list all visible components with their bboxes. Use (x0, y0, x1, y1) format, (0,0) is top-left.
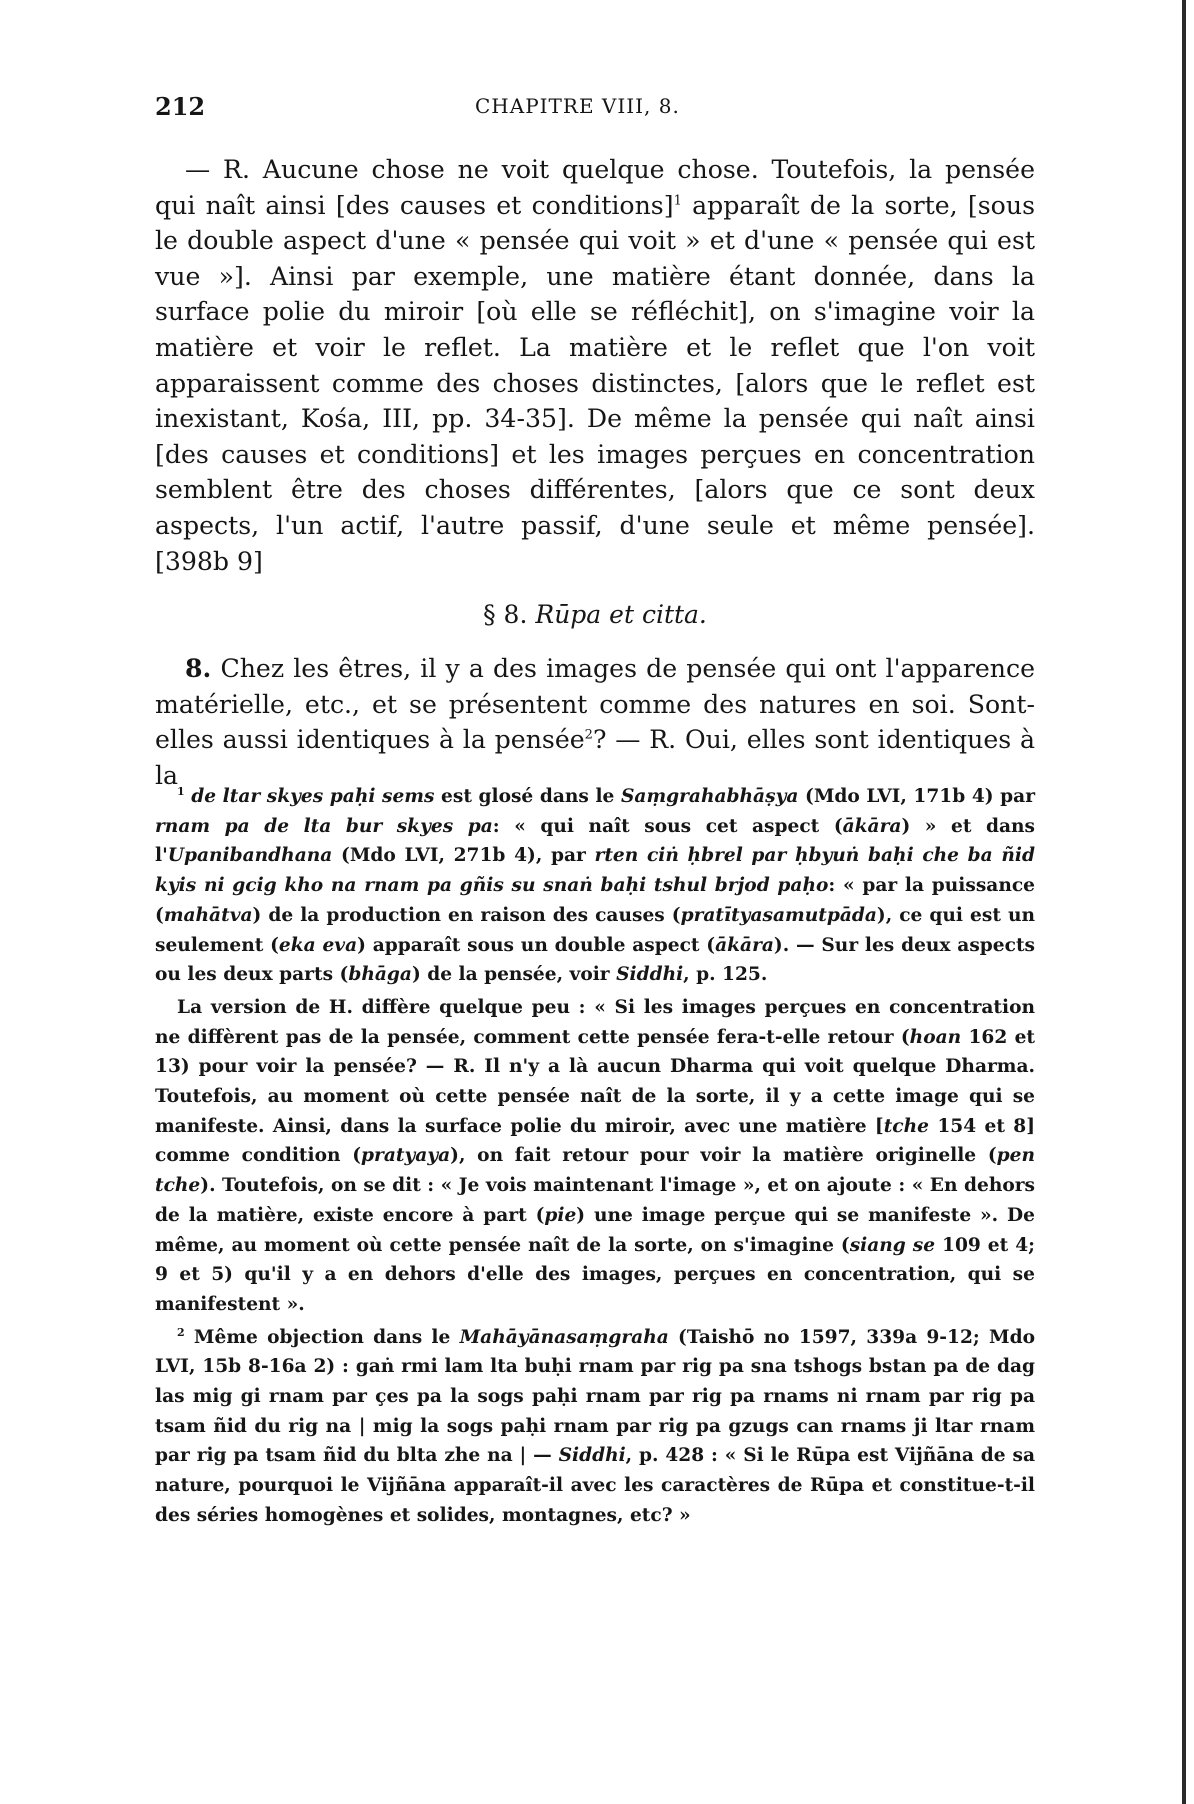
footnote-1-continuation: La version de H. diffère quelque peu : « Si les images perçues en concentration ne diffèrent pas de la pensée, comment cette pensée fera-t-elle retour (hoan 162 et 13) pour voir la pensée? — R. Il n'y a là aucun Dharma qui voit quelque Dharma. Toutefois, au moment où cette pensée naît de la sorte, il y a cette image qui se manifeste. Ainsi, dans la surface polie du miroir, avec une matière [tche 154 et 8] comme condition (pratyaya), on fait retour pour voir la matière originelle (pen tche). Toutefois, on se dit : « Je vois maintenant l'image », et on ajoute : « En dehors de la matière, existe encore à part (pie) une image perçue qui se manifeste ». De même, au moment où cette pensée naît de la sorte, on s'imagine (siang se 109 et 4; 9 et 5) qu'il y a en dehors d'elle des images, perçues en concentration, qui se manifestent ». (155, 996, 1035, 1315)
footnote-ref: 1 (673, 193, 682, 209)
footnote-1: $^1$ de ltar skyes paḥi sems est glosé dans le Saṃgrahabhāṣya (Mdo LVI, 171b 4) par rnam pa de lta bur skyes pa: « qui naît sous cet aspect (ākāra) » et dans l'Upanibandhana (Mdo LVI, 271b 4), par rten ciṅ ḥbrel par ḥbyuṅ baḥi che ba ñid kyis ni gcig kho na rnam pa gñis su snaṅ baḥi tshul brjod paḥo: « par la puissance (mahātva) de la production en raison des causes (pratītyasamutpāda), ce qui est un seulement (eka eva) apparaît sous un double aspect (ākāra). — Sur les deux aspects ou les deux parts (bhāga) de la pensée, voir Siddhi, p. 125. (155, 784, 1036, 986)
paragraph: — R. Aucune chose ne voit quelque chose. Toutefois, la pensée qui naît ainsi [des causes et conditions]$^1$ apparaît de la sorte, [sous le double aspect d'une « pensée qui voit » et d'une « pensée qui est vue »]. Ainsi par exemple, une matière étant donnée, dans la surface polie du miroir [où elle se réfléchit], on s'imagine voir la matière et voir le reflet. La matière et le reflet que l'on voit apparaissent comme des choses distinctes, [alors que le reflet est inexistant, Kośa, III, pp. 34-35]. De même la pensée qui naît ainsi [des causes et conditions] et les images perçues en concentration semblent être des choses différentes, [alors que ce sont deux aspects, l'un actif, l'autre passif, d'une seule et même pensée]. [398b 9] (155, 155, 1035, 576)
footnote-ref: 2 (584, 727, 593, 743)
section-number: § 8. (483, 600, 528, 629)
section-title: Rūpa et citta. (535, 600, 707, 629)
running-title: CHAPITRE VIII, 8. (475, 94, 680, 118)
footnote-2: $^2$ Même objection dans le Mahāyānasaṃgraha (Taishō no 1597, 339a 9-12; Mdo LVI, 15b 8-16a 2) : gaṅ rmi lam lta buḥi rnam par rig pa sna tshogs bstan pa de dag las mig gi rnam par çes pa la sogs paḥi rnam par rig pa rnams ni rnam par rig pa tsam ñid du rig na | mig la sogs paḥi rnam par rig pa gzugs can rnams ji ltar rnam par rig pa tsam ñid du blta zhe na | — Siddhi, p. 428 : « Si le Rūpa est Vijñāna de sa nature, pourquoi le Vijñāna apparaît-il avec les caractères de Rūpa et constitue-t-il des séries homogènes et solides, montagnes, etc? » (155, 1325, 1035, 1526)
footnotes (155, 782, 1035, 1534)
paragraph-number: 8. (185, 653, 212, 683)
main-text (155, 152, 1035, 579)
section-heading (155, 600, 1035, 629)
page-header (155, 92, 1035, 126)
paragraph-8: 8. Chez les êtres, il y a des images de pensée qui ont l'apparence matérielle, etc., et se présentent comme des natures en soi. Sont-elles aussi identiques à la pensée$^2$? — R. Oui, elles sont identiques à la (155, 653, 1036, 790)
page-number: 212 (155, 92, 206, 121)
page-edge-line (1182, 0, 1186, 1804)
